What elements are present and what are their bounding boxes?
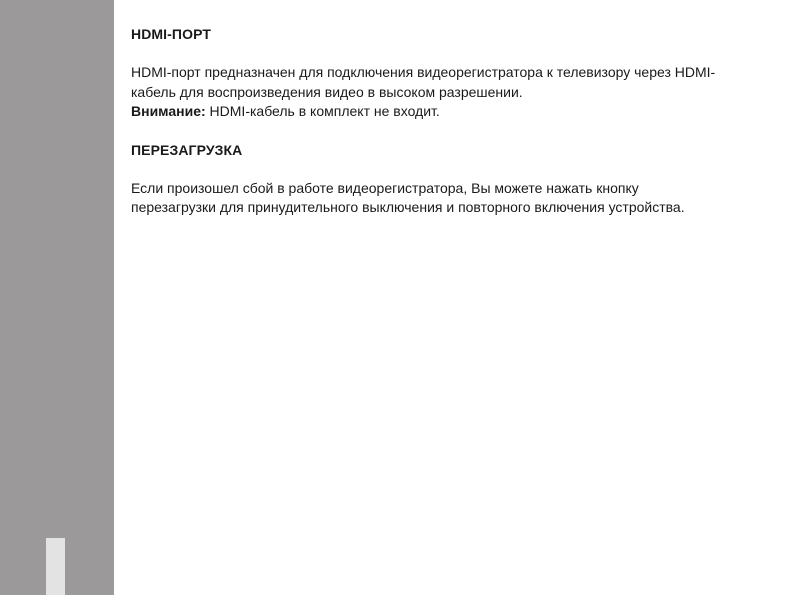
page-content bbox=[131, 25, 803, 218]
hdmi-note-label: Внимание: bbox=[131, 103, 206, 119]
reboot-description-line-2: перезагрузки для принудительного выключения и повторного включения устройства. bbox=[131, 199, 685, 215]
hdmi-note bbox=[131, 102, 803, 122]
reboot-description-line-1: Если произошел сбой в работе видеорегистратора, Вы можете нажать кнопку bbox=[131, 179, 639, 196]
hdmi-note-text: HDMI-кабель в комплект не входит. bbox=[205, 103, 440, 119]
page-sidebar bbox=[0, 0, 114, 595]
section-title-hdmi-port: HDMI-ПОРТ bbox=[131, 26, 211, 42]
sidebar-tab-marker bbox=[46, 538, 65, 595]
hdmi-description-line-1: HDMI-порт предназначен для подключения видеорегистратора к телевизору через HDMI- bbox=[131, 64, 716, 80]
hdmi-description-line-2: кабель для воспроизведения видео в высоком разрешении. bbox=[131, 83, 523, 100]
section-title-reboot: ПЕРЕЗАГРУЗКА bbox=[131, 141, 243, 158]
